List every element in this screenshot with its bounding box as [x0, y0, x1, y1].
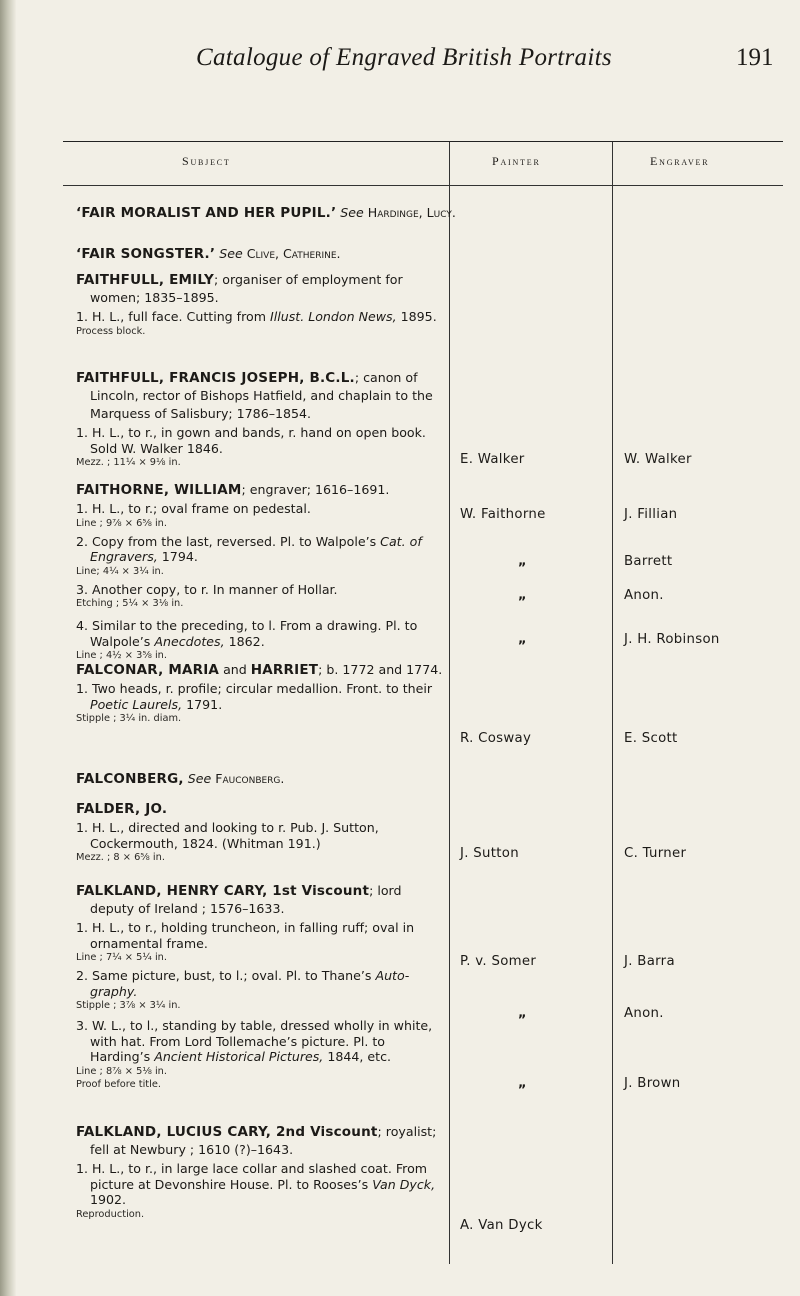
entry-heading: FALDER, JO.: [76, 801, 168, 817]
engraver-cell: Barrett: [624, 554, 673, 569]
entry-heading: ‘FAIR SONGSTER.’: [76, 246, 216, 262]
entry-falkland-henry: [76, 882, 448, 1091]
see-word: See: [187, 771, 212, 786]
item-state-note: Proof before title.: [76, 1078, 162, 1090]
engraver-cell: C. Turner: [624, 846, 687, 861]
painter-cell: J. Sutton: [460, 846, 519, 861]
item-technique: Stipple ; 3⅞ × 3¼ in.: [76, 1000, 181, 1011]
table-header-rule: [63, 185, 783, 186]
see-word: See: [340, 205, 364, 220]
painter-cell: E. Walker: [460, 452, 525, 467]
column-header-painter: Painter: [492, 154, 541, 168]
table-top-rule: [63, 141, 783, 142]
entry-description: ; organiser of employment for women; 1835–1895.: [90, 272, 403, 305]
entry-faithfull-emily: [76, 271, 448, 338]
painter-ditto: „: [518, 1006, 527, 1021]
column-header-engraver: Engraver: [650, 154, 710, 168]
engraver-cell: W. Walker: [624, 452, 692, 467]
item-1: 1. H. L., to r.; oval frame on pedestal.: [76, 501, 311, 516]
painter-cell: R. Cosway: [460, 731, 532, 746]
item-technique: Mezz. ; 8 × 6⅝ in.: [76, 852, 165, 863]
item-technique: Line; 4¼ × 3¼ in.: [76, 565, 164, 577]
entry-heading: FALCONAR, MARIA: [76, 662, 220, 678]
painter-cell: A. Van Dyck: [460, 1218, 543, 1233]
item-technique: Line ; 8⅞ × 5⅛ in.: [76, 1065, 167, 1077]
see-word: See: [219, 246, 243, 261]
entry-description: ; royalist; fell at Newbury ; 1610 (?)–1643.: [90, 1124, 437, 1157]
entry-heading: FAITHFULL, EMILY: [76, 272, 215, 288]
engraver-cell: Anon.: [624, 588, 664, 603]
cross-reference: Fauconberg.: [215, 771, 285, 786]
entry-description: ; lord deputy of Ireland ; 1576–1633.: [90, 883, 402, 916]
item-1: 1. H. L., full face. Cutting from Illust. London News, 1895.: [76, 309, 437, 324]
cross-reference: Clive, Catherine.: [246, 246, 341, 261]
painter-ditto: „: [518, 1076, 527, 1091]
item-3: 3. W. L., to l., standing by table, dressed wholly in white, with hat. From Lord Tollemache’s picture. Pl. to Harding’s Ancient Historical Pictures, 1844, etc.: [76, 1018, 433, 1064]
painter-cell: P. v. Somer: [460, 954, 537, 969]
page-edge: [0, 0, 16, 1296]
entry-falconar: FALCONAR, MARIA and HARRIET; b. 1772 and 1774. 1. Two heads, r. profile; circular medallion. Front. to their Poetic Laurels, 1791. Stipple ; 3¼ in. diam.: [76, 661, 448, 725]
entry-faithfull-francis: [76, 369, 448, 469]
engraver-cell: J. Brown: [624, 1076, 681, 1091]
item-1: 1. H. L., to r., in large lace collar and slashed coat. From picture at Devonshire House. Pl. to Rooses’s Van Dyck, 1902.: [76, 1161, 436, 1207]
painter-ditto: „: [518, 632, 527, 647]
engraver-cell: Anon.: [624, 1006, 664, 1021]
entry-description: ; engraver; 1616–1691.: [241, 482, 390, 497]
entry-description: ; canon of Lincoln, rector of Bishops Hatfield, and chaplain to the Marquess of Salisbury; 1786–1854.: [90, 370, 433, 421]
engraver-cell: E. Scott: [624, 731, 678, 746]
item-2: 2. Same picture, bust, to l.; oval. Pl. to Thane’s Auto-graphy.: [76, 968, 410, 999]
cross-reference: Hardinge, Lucy.: [367, 205, 456, 220]
item-technique: Process block.: [76, 325, 146, 337]
entry-fair-moralist: [76, 204, 462, 222]
painter-ditto: „: [518, 588, 527, 603]
item-1: 1. H. L., to r., in gown and bands, r. hand on open book. Sold W. Walker 1846.: [76, 425, 426, 456]
item-1: 1. H. L., directed and looking to r. Pub. J. Sutton, Cockermouth, 1824. (Whitman 191.): [76, 820, 379, 851]
entry-falder: [76, 800, 448, 864]
entry-falconberg: [76, 770, 448, 788]
engraver-cell: J. H. Robinson: [624, 632, 720, 647]
engraver-cell: J. Fillian: [624, 507, 678, 522]
item-3: 3. Another copy, to r. In manner of Hollar.: [76, 581, 338, 597]
entry-heading: FALKLAND, HENRY CARY, 1st Viscount: [76, 883, 370, 899]
item-technique: Line ; 9⅞ × 6⅝ in.: [76, 517, 167, 529]
item-4: 4. Similar to the preceding, to l. From a drawing. Pl. to Walpole’s Anecdotes, 1862.: [76, 618, 418, 649]
entry-heading: FALKLAND, LUCIUS CARY, 2nd Viscount: [76, 1124, 378, 1140]
painter-cell: W. Faithorne: [460, 507, 546, 522]
entry-heading: FAITHFULL, FRANCIS JOSEPH, B.C.L.: [76, 370, 355, 386]
column-header-subject: Subject: [182, 154, 231, 168]
item-technique: Reproduction.: [76, 1208, 145, 1220]
item-technique: Etching ; 5¼ × 3⅛ in.: [76, 598, 184, 609]
entry-faithorne: [76, 481, 448, 662]
item-technique: Line ; 4½ × 3⅝ in.: [76, 650, 167, 661]
engraver-cell: J. Barra: [624, 954, 675, 969]
item-2: 2. Copy from the last, reversed. Pl. to Walpole’s Cat. of Engravers, 1794.: [76, 533, 422, 564]
entry-heading: FALCONBERG,: [76, 771, 184, 787]
item-1: 1. Two heads, r. profile; circular medallion. Front. to their Poetic Laurels, 1791.: [76, 681, 433, 712]
entry-heading: ‘FAIR MORALIST AND HER PUPIL.’: [76, 205, 337, 221]
column-divider-subject: [449, 142, 450, 1264]
item-technique: Mezz. ; 11¼ × 9⅛ in.: [76, 457, 181, 468]
running-title: Catalogue of Engraved British Portraits: [196, 44, 612, 71]
painter-ditto: „: [518, 554, 527, 569]
item-technique: Line ; 7¼ × 5¼ in.: [76, 952, 167, 963]
column-divider-painter: [612, 142, 613, 1264]
item-1: 1. H. L., to r., holding truncheon, in falling ruff; oval in ornamental frame.: [76, 920, 415, 951]
entry-description: ; b. 1772 and 1774.: [318, 662, 443, 677]
entry-heading: FAITHORNE, WILLIAM: [76, 482, 242, 498]
item-technique: Stipple ; 3¼ in. diam.: [76, 713, 182, 724]
entry-fair-songster: [76, 245, 448, 263]
page-number: 191: [736, 44, 774, 71]
entry-falkland-lucius: [76, 1123, 448, 1221]
